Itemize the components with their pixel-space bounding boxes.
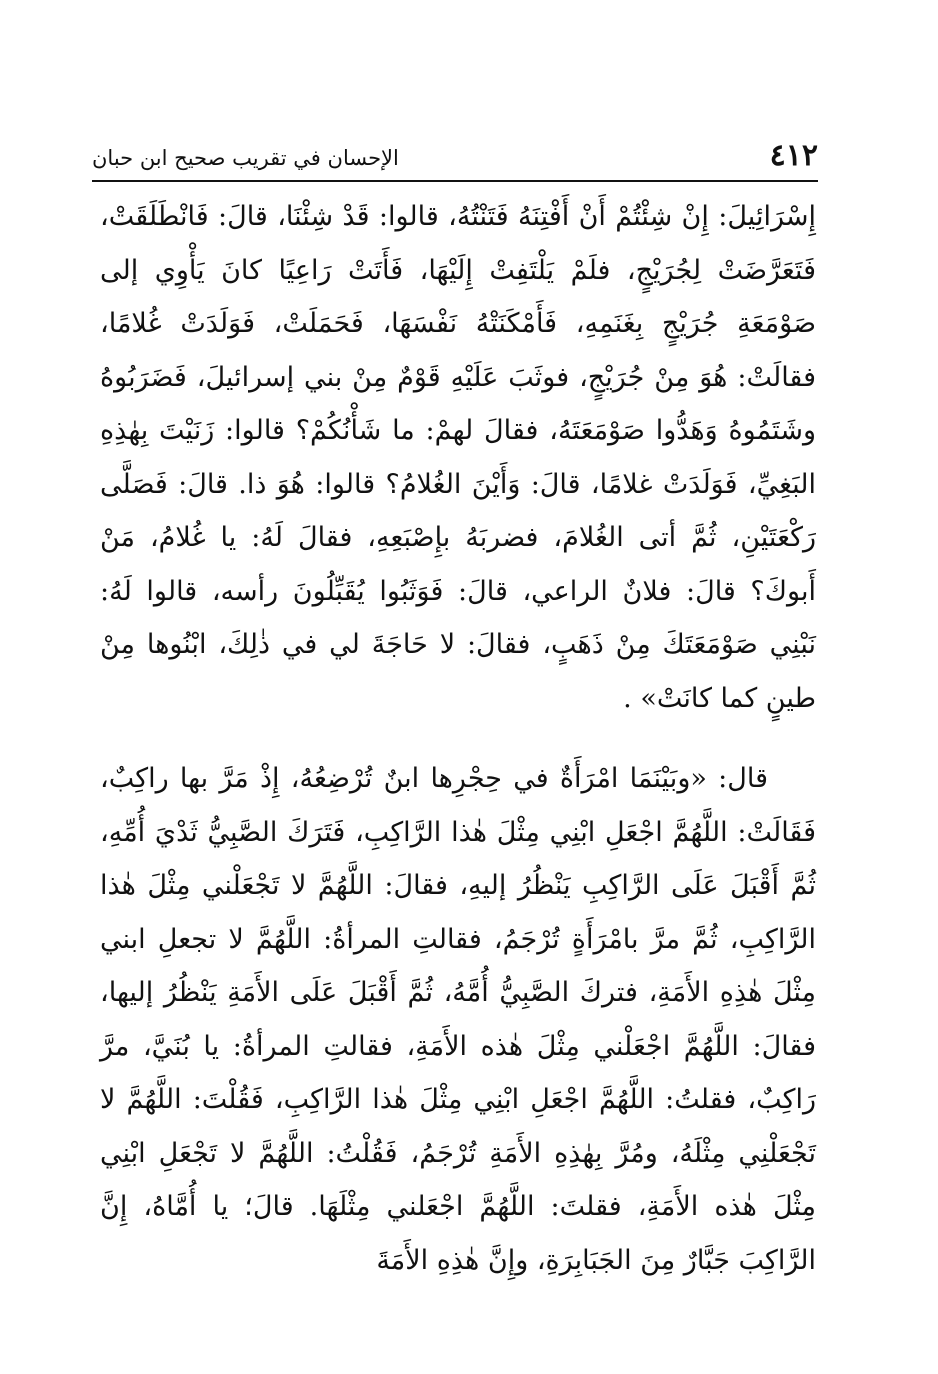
- header-rule: [92, 180, 818, 182]
- page-number: ٤١٢: [769, 138, 818, 173]
- paragraph-1: إِسْرَائِيلَ: إِنْ شِئْتُمْ أَنْ أَفْتِنَهُ فَتَنْتُهُ، قالوا: قَدْ شِئْنَا، قالَ: فَانْطَلَقَتْ، فَتَعَرَّضَتْ لِجُرَيْجٍ، فلَمْ يَلْتَفِتْ إِلَيْهَا، فَأَتَتْ رَاعِيًا كانَ يَأْوِي إلى صَوْمَعَةِ جُرَيْجٍ بِغَنَمِهِ، فَأَمْكَنَتْهُ نَفْسَهَا، فَحَمَلَتْ، فَوَلَدَتْ غُلامًا، فقالَتْ: هُوَ مِنْ جُرَيْجٍ، فوثَبَ عَلَيْهِ قَوْمٌ مِنْ بني إسرائيلَ، فَضَرَبُوهُ وشَتَمُوهُ وَهَدُّوا صَوْمَعَتَهُ، فقالَ لهمْ: ما شَأْنُكُمْ؟ قالوا: زَنَيْتَ بِهٰذِهِ البَغِيِّ، فَوَلَدَتْ غلامًا، قالَ: وَأَيْنَ الغُلامُ؟ قالوا: هُوَ ذا. قالَ: فَصَلَّى رَكْعَتَيْنِ، ثُمَّ أتى الغُلامَ، فضربَهُ بإِصْبَعِهِ، فقالَ لَهُ: يا غُلامُ، مَنْ أَبوكَ؟ قالَ: فلانٌ الراعي، قالَ: فَوَثَبُوا يُقَبِّلُونَ رأسه، قالوا لَهُ: نَبْنِي صَوْمَعَتَكَ مِنْ ذَهَبٍ، فقالَ: لا حَاجَةَ لي في ذٰلِكَ، ابْنُوها مِنْ طينٍ كما كانَتْ» .: [100, 201, 816, 714]
- page-header: [92, 136, 818, 176]
- running-title: الإحسان في تقريب صحيح ابن حبان: [92, 146, 399, 170]
- paragraph-2: قال: «وبَيْنَمَا امْرَأَةٌ في حِجْرِها ابنٌ تُرْضِعُهُ، إِذْ مَرَّ بها راكِبٌ، فَقَالَتْ: اللَّهُمَّ اجْعَلِ ابْنِي مِثْلَ هٰذا الرَّاكِبِ، فَتَرَكَ الصَّبِيُّ ثَدْيَ أُمِّهِ، ثُمَّ أَقْبَلَ عَلَى الرَّاكِبِ يَنْظُرُ إليهِ، فقالَ: اللَّهُمَّ لا تَجْعَلْني مِثْلَ هٰذا الرَّاكِبِ، ثُمَّ مرَّ بامْرَأَةٍ تُرْجَمُ، فقالتِ المرأةُ: اللَّهُمَّ لا تجعلِ ابني مِثْلَ هٰذِهِ الأَمَةِ، فتركَ الصَّبِيُّ أُمَّهُ، ثُمَّ أَقْبَلَ عَلَى الأَمَةِ يَنْظُرُ إليها، فقالَ: اللَّهُمَّ اجْعَلْني مِثْلَ هٰذه الأَمَةِ، فقالتِ المرأةُ: يا بُنَيَّ، مرَّ رَاكِبٌ، فقلتُ: اللَّهُمَّ اجْعَلِ ابْنِي مِثْلَ هٰذا الرَّاكِبِ، فَقُلْتَ: اللَّهُمَّ لا تَجْعَلْنِي مِثْلَهُ، ومُرَّ بِهٰذِهِ الأَمَةِ تُرْجَمُ، فَقُلْتُ: اللَّهُمَّ لا تَجْعَلِ ابْنِي مِثْلَ هٰذه الأَمَةِ، فقلتَ: اللَّهُمَّ اجْعَلني مِثْلَهَا. قالَ؛ يا أُمَّاهُ، إِنَّ الرَّاكِبَ جَبَّارٌ مِنَ الجَبَابِرَةِ، وإِنَّ هٰذِهِ الأَمَةَ: [100, 763, 817, 1276]
